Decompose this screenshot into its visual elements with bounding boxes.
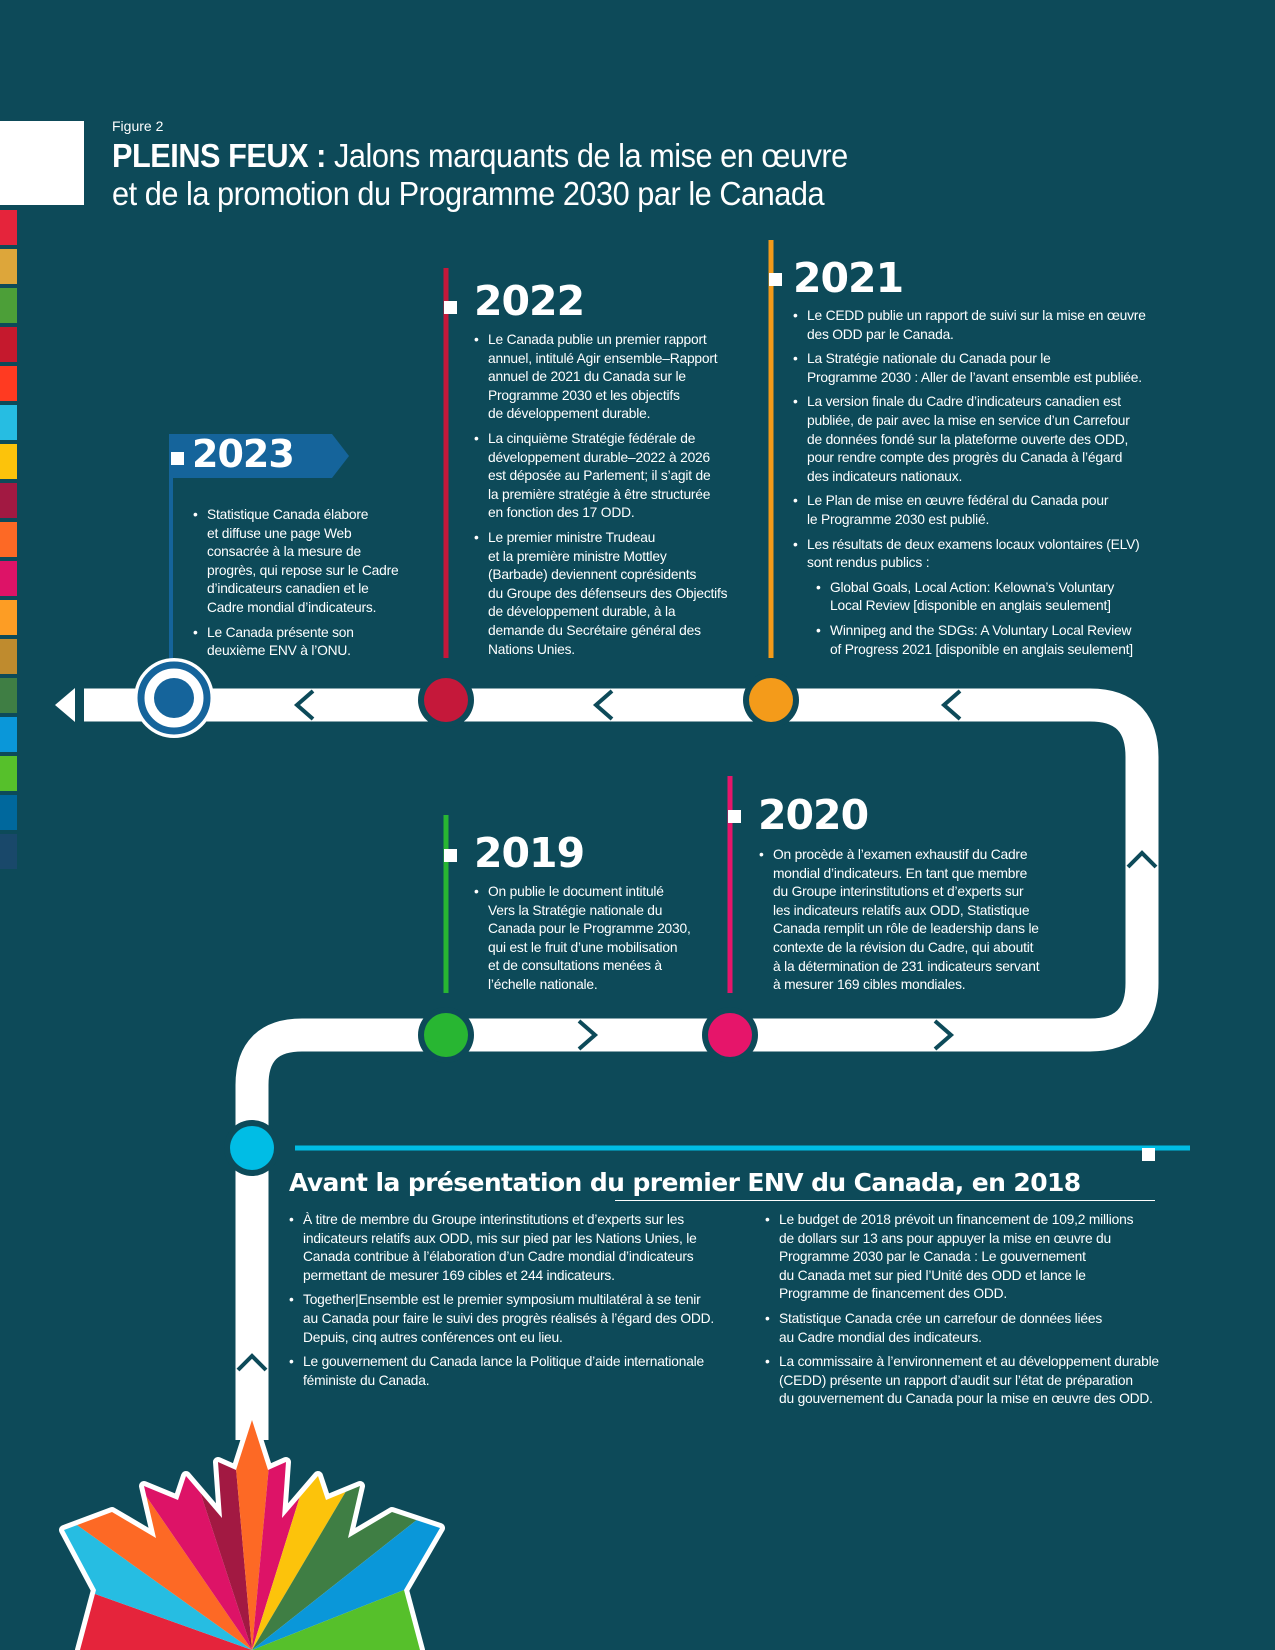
milestone-2019-list: [474, 883, 734, 1001]
sdg-swatch: [0, 483, 17, 518]
list-item: • Le CEDD publie un rapport de suivi sur la mise en œuvre des ODD par le Canada.: [793, 307, 1193, 344]
sdg-swatch: [0, 795, 17, 830]
pre-2018-left-list: [289, 1211, 749, 1396]
list-item: • Le premier ministre Trudeau et la première ministre Mottley (Barbade) deviennent coprésidents du Groupe des défenseurs des Objectifs de développement durable, à la demande du Secrétaire général des Nations Unies.: [474, 529, 774, 659]
page-title: [112, 137, 848, 213]
sdg-swatch: [0, 288, 17, 323]
sdg-swatch: [0, 210, 17, 245]
figure-label: Figure 2: [112, 118, 164, 134]
milestone-2022-list: [474, 331, 774, 665]
sdg-swatch: [0, 756, 17, 791]
sdg-swatch: [0, 366, 17, 401]
sdg-swatch: [0, 249, 17, 284]
list-item: • Together|Ensemble est le premier symposium multilatéral à se tenir au Canada pour faire le suivi des progrès réalisés à l’égard des ODD. Depuis, cinq autres conférences ont eu lieu.: [289, 1291, 749, 1347]
sdg-swatch: [0, 639, 17, 674]
sdg-swatch: [0, 600, 17, 635]
title-line2: et de la promotion du Programme 2030 par le Canada: [112, 175, 825, 212]
title-line1: Jalons marquants de la mise en œuvre: [325, 137, 848, 174]
list-item: • Winnipeg and the SDGs: A Voluntary Local Review of Progress 2021 [disponible en anglais seulement]: [816, 622, 1193, 659]
pre-2018-right-list: [765, 1211, 1185, 1415]
corner-tab: [0, 121, 84, 205]
sdg-swatch: [0, 834, 17, 869]
sdg-swatch: [0, 327, 17, 362]
title-underline: [615, 1200, 1155, 1201]
milestone-2023-list: [193, 506, 433, 667]
list-item: • Le budget de 2018 prévoit un financement de 109,2 millions de dollars sur 13 ans pour appuyer la mise en œuvre du Programme 2030 par le Canada : Le gouvernement du Canada met sur pied l’Unité des ODD et lance le Programme de financement des ODD.: [765, 1211, 1185, 1304]
list-item: • Le Canada présente son deuxième ENV à l’ONU.: [193, 624, 433, 661]
list-item: • La Stratégie nationale du Canada pour le Programme 2030 : Aller de l’avant ensemble est publiée.: [793, 350, 1193, 387]
year-2020: 2020: [758, 791, 869, 839]
milestone-2020-list: [759, 846, 1079, 1001]
sdg-swatch: [0, 444, 17, 479]
year-2022: 2022: [474, 277, 585, 325]
milestone-2021-list: [793, 307, 1193, 665]
year-2019: 2019: [474, 829, 585, 877]
list-item: • On publie le document intitulé Vers la Stratégie nationale du Canada pour le Programme 2030, qui est le fruit d’une mobilisation et de consultations menées à l’échelle nationale.: [474, 883, 734, 995]
list-item: • Le Canada publie un premier rapport annuel, intitulé Agir ensemble–Rapport annuel de 2021 du Canada sur le Programme 2030 et les objectifs de développement durable.: [474, 331, 774, 424]
list-item: • Les résultats de deux examens locaux volontaires (ELV) sont rendus publics :: [793, 536, 1193, 573]
sdg-swatch: [0, 717, 17, 752]
list-item: • On procède à l’examen exhaustif du Cadre mondial d’indicateurs. En tant que membre du Groupe interinstitutions et d’experts sur les indicateurs relatifs aux ODD, Statistique Canada remplit un rôle de leadership dans le contexte de la révision du Cadre, qui aboutit à la détermination de 231 indicateurs servant à mesurer 169 cibles mondiales.: [759, 846, 1079, 995]
sdg-swatch: [0, 522, 17, 557]
year-2023: 2023: [192, 432, 294, 476]
list-item: • La version finale du Cadre d’indicateurs canadien est publiée, de pair avec la mise en service d’un Carrefour de données fondé sur la plateforme ouverte des ODD, pour rendre compte des progrès du Canada à l’égard des indicateurs nationaux.: [793, 393, 1193, 486]
list-item: • Statistique Canada élabore et diffuse une page Web consacrée à la mesure de progrès, qui repose sur le Cadre d’indicateurs canadien et le Cadre mondial d’indicateurs.: [193, 506, 433, 618]
year-2021: 2021: [793, 254, 904, 302]
list-item: • À titre de membre du Groupe interinstitutions et d’experts sur les indicateurs relatifs aux ODD, mis sur pied par les Nations Unies, le Canada contribue à l’élaboration d’un Cadre mondial d’indicateurs permettant de mesurer 169 cibles et 244 indicateurs.: [289, 1211, 749, 1285]
title-bold: PLEINS FEUX :: [112, 137, 326, 174]
sdg-swatch: [0, 405, 17, 440]
road-arrow-tip: [55, 688, 75, 722]
list-item: • La commissaire à l’environnement et au développement durable (CEDD) présente un rapport d’audit sur l’état de préparation du gouvernement du Canada pour la mise en œuvre des ODD.: [765, 1353, 1185, 1409]
sdg-swatch: [0, 678, 17, 713]
sdg-swatch: [0, 561, 17, 596]
list-item: • Le gouvernement du Canada lance la Politique d’aide internationale féministe du Canada.: [289, 1353, 749, 1390]
list-item: • Statistique Canada crée un carrefour de données liées au Cadre mondial des indicateurs.: [765, 1310, 1185, 1347]
list-item: • Global Goals, Local Action: Kelowna’s Voluntary Local Review [disponible en anglais seulement]: [816, 579, 1193, 616]
list-item: • La cinquième Stratégie fédérale de développement durable–2022 à 2026 est déposée au Parlement; il s’agit de la première stratégie à être structurée en fonction des 17 ODD.: [474, 430, 774, 523]
pre-2018-title: Avant la présentation du premier ENV du Canada, en 2018: [289, 1168, 1081, 1197]
list-item: • Le Plan de mise en œuvre fédéral du Canada pour le Programme 2030 est publié.: [793, 492, 1193, 529]
sdg-color-strip: [0, 210, 17, 869]
